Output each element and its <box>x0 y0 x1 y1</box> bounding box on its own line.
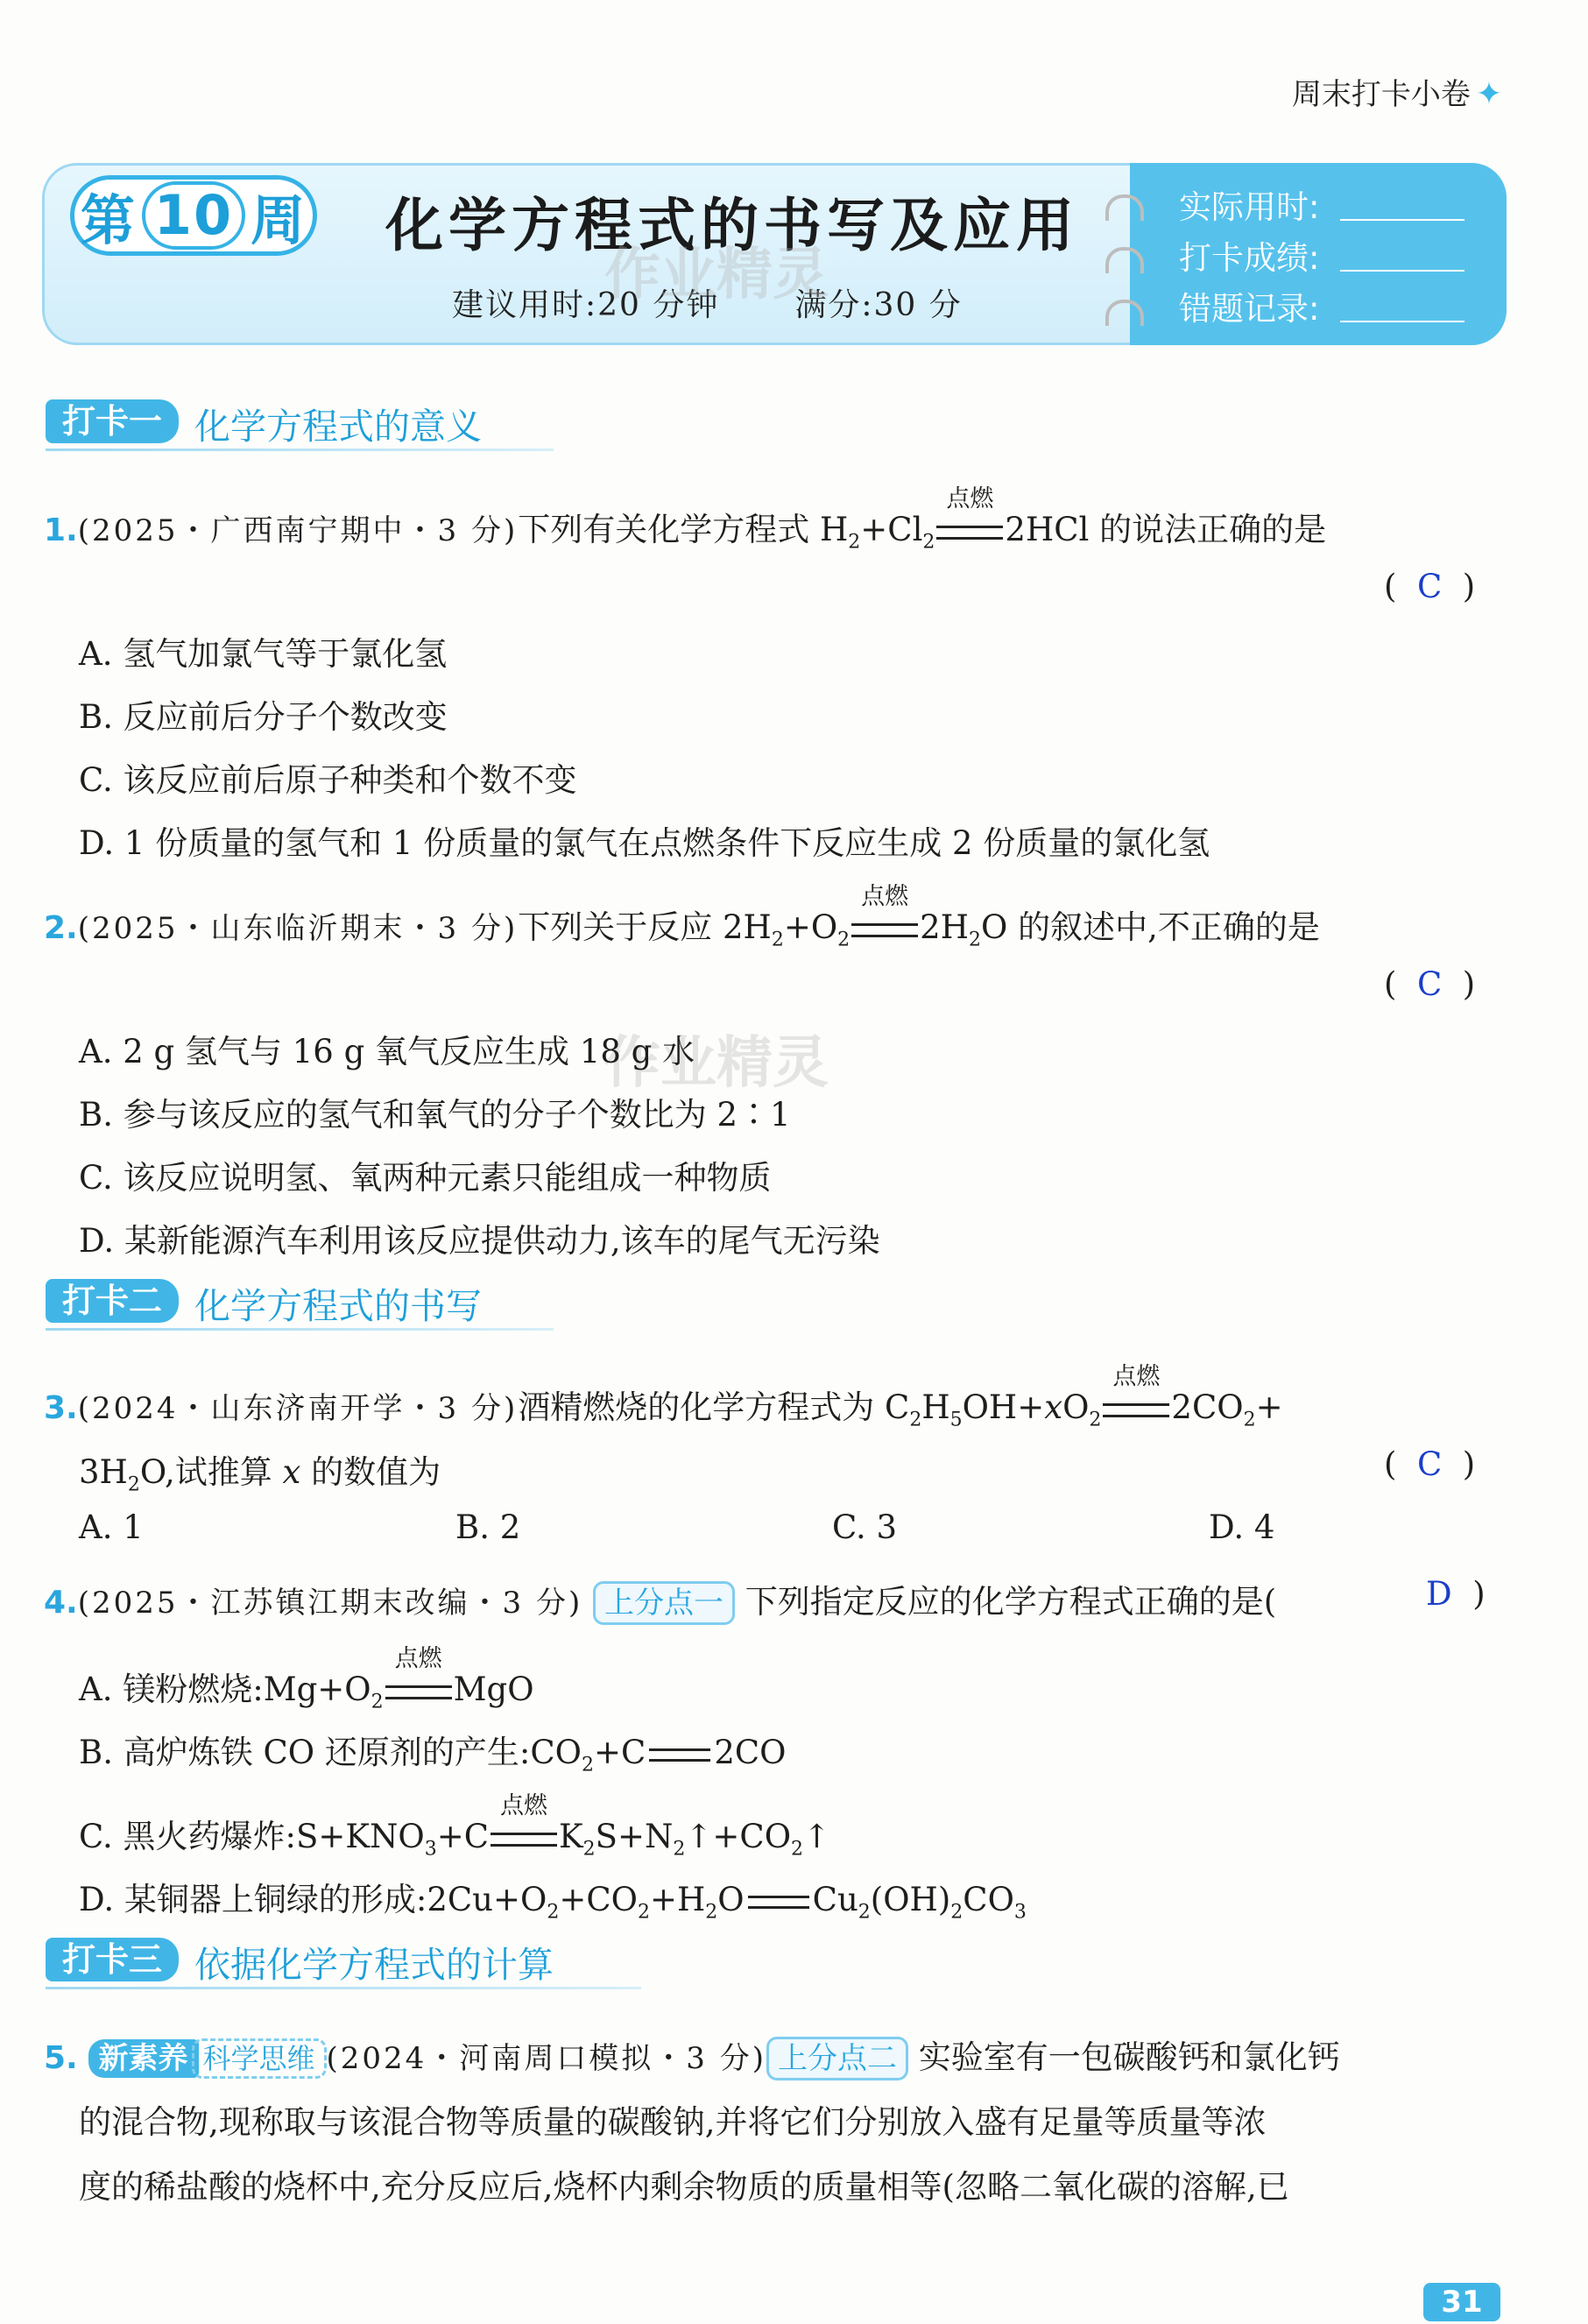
watermark: 作业精灵 <box>604 243 829 307</box>
q1-option-b[interactable]: B. 反应前后分子个数改变 <box>79 698 448 736</box>
full-score: 满分:30 分 <box>794 287 963 323</box>
question-3-stem-line2: $3H_2O$,试推算 x 的数值为 <box>79 1453 441 1496</box>
q1-option-d[interactable]: D. 1 份质量的氢气和 1 份质量的氯气在点燃条件下反应生成 2 份质量的氯化氢 <box>79 824 1210 862</box>
page-number: 31 <box>1423 2283 1500 2321</box>
sparkle-icon: ✦ <box>1475 76 1502 112</box>
answer-bracket-3: ( C ) <box>1384 1445 1476 1483</box>
answer-1: C <box>1416 568 1443 605</box>
section-title-3: 依据化学方程式的计算 <box>194 1944 554 1986</box>
q3-option-b[interactable]: B. 2 <box>455 1508 521 1546</box>
actual-time-blank[interactable] <box>1340 219 1464 221</box>
q1-option-a[interactable]: A. 氢气加氯气等于氯化氢 <box>79 635 448 673</box>
section-title-1: 化学方程式的意义 <box>194 406 482 448</box>
answer-2: C <box>1416 965 1443 1003</box>
q4-option-d[interactable]: D. 某铜器上铜绿的形成$:2Cu+O_2+CO_2+H_2O$ $Cu_2(OH)_2CO_3$ <box>79 1881 1027 1924</box>
q2-option-b[interactable]: B. 参与该反应的氢气和氧气的分子个数比为 2∶1 <box>79 1096 791 1134</box>
question-5-stem: 5. 新素养 科学思维 (2024・河南周口模拟・3 分) 上分点二 实验室有一包碳酸钙和氯化钙 <box>44 2031 1340 2080</box>
q3-option-c[interactable]: C. 3 <box>832 1508 898 1546</box>
answer-bracket-4: D ) <box>1426 1575 1486 1613</box>
reaction-arrow: 点燃 <box>935 511 1005 548</box>
answer-3: C <box>1416 1445 1443 1483</box>
q4-option-a[interactable]: A. 镁粉燃烧$:Mg+O_2$ 点燃 MgO <box>79 1645 534 1713</box>
section-tag-3: 打卡三 <box>46 1938 179 1981</box>
reaction-arrow: 点燃 <box>1101 1388 1171 1426</box>
question-5-line3: 度的稀盐酸的烧杯中,充分反应后,烧杯内剩余物质的质量相等(忽略二氧化碳的溶解,已 <box>79 2168 1289 2206</box>
section-underline <box>46 1987 641 1989</box>
binder-ring-icon <box>1105 247 1144 273</box>
watermark: 作业精灵 <box>604 1031 829 1096</box>
mistake-label: 错题记录: <box>1179 290 1320 328</box>
section-tag-1: 打卡一 <box>46 399 179 443</box>
question-2-stem: 2.(2025・山东临沂期末・3 分)下列关于反应 $2H_2+O_2$ 点燃 $2H_2O$ 的叙述中,不正确的是 <box>44 883 1320 951</box>
answer-bracket-1: ( C ) <box>1384 568 1476 605</box>
question-3-stem: 3.(2024・山东济南开学・3 分)酒精燃烧的化学方程式为 $C_2H_5OH+xO_2$ 点燃 $2CO_2+$ <box>44 1363 1283 1431</box>
score-point-tag: 上分点一 <box>593 1581 735 1625</box>
reaction-arrow: 点燃 <box>384 1671 454 1708</box>
section-underline <box>46 449 554 451</box>
score-blank[interactable] <box>1340 270 1464 272</box>
q1-option-c[interactable]: C. 该反应前后原子种类和个数不变 <box>79 761 577 799</box>
question-1-stem: 1.(2025・广西南宁期中・3 分)下列有关化学方程式 $H_2+Cl_2$ 点燃 2HCl 的说法正确的是 <box>44 485 1327 554</box>
answer-4: D <box>1426 1575 1452 1613</box>
q3-option-a[interactable]: A. 1 <box>79 1508 144 1546</box>
equals-sign <box>748 1896 809 1909</box>
section-tag-2: 打卡二 <box>46 1279 179 1323</box>
mistake-blank[interactable] <box>1340 321 1464 322</box>
q3-option-d[interactable]: D. 4 <box>1209 1508 1275 1546</box>
score-label: 打卡成绩: <box>1179 239 1320 277</box>
q4-option-c[interactable]: C. 黑火药爆炸$:S+KNO_3+C$ 点燃 $K_2S+N_2↑+CO_2↑$ <box>79 1792 831 1861</box>
science-thinking-tag: 科学思维 <box>192 2038 327 2079</box>
new-literacy-tag: 新素养 <box>88 2039 199 2078</box>
section-title-2: 化学方程式的书写 <box>194 1285 482 1327</box>
question-5-line2: 的混合物,现称取与该混合物等质量的碳酸钠,并将它们分别放入盛有足量等质量等浓 <box>79 2103 1267 2141</box>
question-4-stem: 4.(2025・江苏镇江期末改编・3 分) 上分点一 下列指定反应的化学方程式正确的是( <box>44 1575 1276 1625</box>
suggested-time: 建议用时:20 分钟 <box>452 287 720 323</box>
actual-time-label: 实际用时: <box>1179 188 1320 226</box>
equals-sign <box>649 1748 710 1762</box>
q4-option-b[interactable]: B. 高炉炼铁 CO 还原剂的产生$:CO_2+C$ 2CO <box>79 1734 787 1777</box>
reaction-arrow: 点燃 <box>850 908 920 946</box>
q2-option-d[interactable]: D. 某新能源汽车利用该反应提供动力,该车的尾气无污染 <box>79 1222 880 1260</box>
section-underline <box>46 1328 554 1331</box>
reaction-arrow: 点燃 <box>489 1818 559 1855</box>
week-badge: 第 10 周 <box>70 175 317 256</box>
answer-bracket-2: ( C ) <box>1384 965 1476 1003</box>
binder-ring-icon <box>1105 194 1144 221</box>
binder-ring-icon <box>1105 300 1144 326</box>
q2-option-a[interactable]: A. 2 g 氢气与 16 g 氧气反应生成 18 g 水 <box>79 1033 695 1070</box>
q2-option-c[interactable]: C. 该反应说明氢、氧两种元素只能组成一种物质 <box>79 1159 772 1197</box>
page-title: 化学方程式的书写及应用 <box>385 191 1079 259</box>
score-point-tag: 上分点二 <box>766 2037 908 2080</box>
corner-label: 周末打卡小卷 ✦ <box>1291 76 1502 112</box>
